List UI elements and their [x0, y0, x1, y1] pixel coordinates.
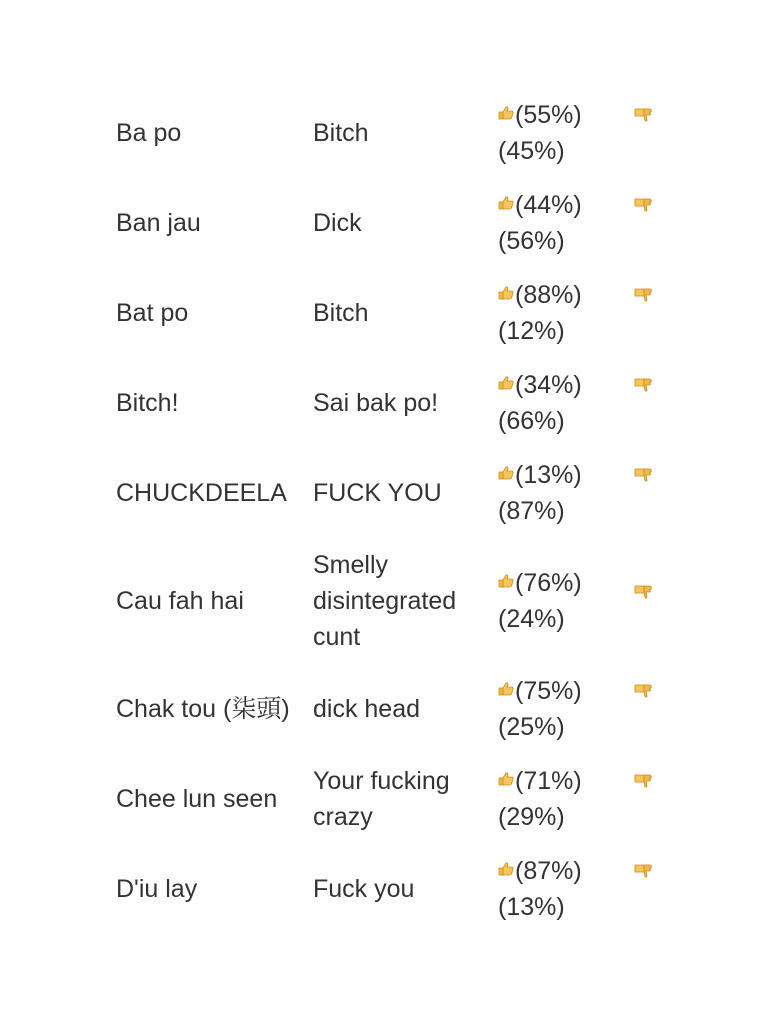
phrase-word: Ban jau — [116, 209, 201, 237]
phrase-word: Cau fah hai — [116, 587, 244, 615]
phrase-word: Chee lun seen — [116, 785, 278, 813]
vote-cell — [490, 853, 620, 925]
phrase-meaning: Bitch — [313, 299, 369, 327]
downvote-cell — [620, 664, 668, 700]
phrase-meaning: dick head — [313, 695, 421, 723]
thumbs-up-icon[interactable] — [498, 682, 514, 696]
phrase-table — [108, 88, 668, 934]
table-row — [108, 754, 668, 844]
downvote-cell — [620, 268, 668, 304]
upvote-percent: (76%) — [515, 569, 582, 597]
phrase-word: Bat po — [116, 299, 189, 327]
thumbs-down-icon[interactable] — [633, 853, 653, 869]
thumbs-up-icon[interactable] — [498, 862, 514, 876]
phrase-meaning: Your fucking crazy — [313, 767, 450, 831]
phrase-meaning: Dick — [313, 209, 362, 237]
downvote-cell — [620, 178, 668, 214]
thumbs-up-icon[interactable] — [498, 106, 514, 120]
thumbs-down-icon[interactable] — [633, 574, 653, 590]
phrase-meaning: FUCK YOU — [313, 479, 442, 507]
thumbs-down-icon[interactable] — [633, 367, 653, 383]
vote-cell — [490, 673, 620, 745]
thumbs-up-icon[interactable] — [498, 466, 514, 480]
downvote-cell — [620, 358, 668, 394]
upvote-percent: (71%) — [515, 767, 582, 795]
downvote-cell — [620, 88, 668, 124]
vote-cell — [490, 457, 620, 529]
upvote-percent: (34%) — [515, 371, 582, 399]
phrase-word: Ba po — [116, 119, 182, 147]
thumbs-down-icon[interactable] — [633, 673, 653, 689]
upvote-percent: (88%) — [515, 281, 582, 309]
phrase-word: D'iu lay — [116, 875, 198, 903]
upvote-percent: (87%) — [515, 857, 582, 885]
downvote-cell — [620, 844, 668, 880]
thumbs-down-icon[interactable] — [633, 457, 653, 473]
downvote-percent: (12%) — [498, 317, 565, 345]
thumbs-up-icon[interactable] — [498, 376, 514, 390]
table-row — [108, 178, 668, 268]
thumbs-down-icon[interactable] — [633, 187, 653, 203]
vote-cell — [490, 367, 620, 439]
downvote-percent: (29%) — [498, 803, 565, 831]
vote-cell — [490, 187, 620, 259]
phrase-meaning: Bitch — [313, 119, 369, 147]
downvote-cell — [620, 448, 668, 484]
thumbs-up-icon[interactable] — [498, 286, 514, 300]
downvote-cell — [620, 754, 668, 790]
phrase-meaning: Fuck you — [313, 875, 415, 903]
thumbs-up-icon[interactable] — [498, 196, 514, 210]
thumbs-down-icon[interactable] — [633, 277, 653, 293]
downvote-percent: (45%) — [498, 137, 565, 165]
table-row — [108, 88, 668, 178]
downvote-percent: (25%) — [498, 713, 565, 741]
table-row — [108, 538, 668, 664]
phrase-word: Chak tou (柒頭) — [116, 695, 290, 723]
upvote-percent: (13%) — [515, 461, 582, 489]
downvote-percent: (66%) — [498, 407, 565, 435]
table-row — [108, 664, 668, 754]
phrase-word: CHUCKDEELA — [116, 479, 287, 507]
downvote-percent: (56%) — [498, 227, 565, 255]
upvote-percent: (44%) — [515, 191, 582, 219]
thumbs-down-icon[interactable] — [633, 763, 653, 779]
vote-cell — [490, 565, 620, 637]
vote-cell — [490, 763, 620, 835]
table-row — [108, 448, 668, 538]
downvote-percent: (24%) — [498, 605, 565, 633]
downvote-cell — [620, 565, 668, 601]
upvote-percent: (55%) — [515, 101, 582, 129]
table-row — [108, 268, 668, 358]
phrase-word: Bitch! — [116, 389, 179, 417]
downvote-percent: (13%) — [498, 893, 565, 921]
table-row — [108, 844, 668, 934]
upvote-percent: (75%) — [515, 677, 582, 705]
thumbs-down-icon[interactable] — [633, 97, 653, 113]
downvote-percent: (87%) — [498, 497, 565, 525]
thumbs-up-icon[interactable] — [498, 772, 514, 786]
phrase-meaning: Sai bak po! — [313, 389, 439, 417]
vote-cell — [490, 97, 620, 169]
table-row — [108, 358, 668, 448]
vote-cell — [490, 277, 620, 349]
thumbs-up-icon[interactable] — [498, 574, 514, 588]
phrase-meaning: Smelly disintegrated cunt — [313, 551, 457, 651]
